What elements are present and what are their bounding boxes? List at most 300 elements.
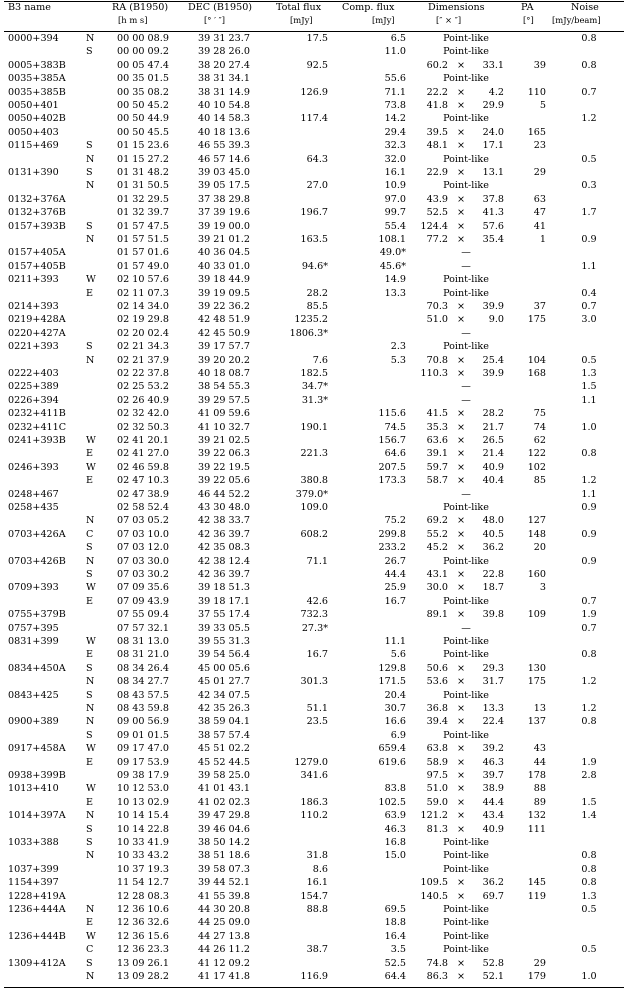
ra-value: 07 57 32.1 [117, 622, 169, 634]
times-sign: × [456, 220, 466, 232]
table-row [4, 112, 624, 125]
times-sign: × [456, 86, 466, 98]
total-flux: 1279.0 [294, 756, 328, 768]
component: N [86, 810, 95, 822]
dimension-major: 124.4 [420, 220, 448, 232]
ra-value: 00 50 44.9 [117, 113, 169, 125]
noise-value: 0.8 [581, 877, 597, 889]
total-flux: 28.2 [306, 287, 328, 299]
dimension-major: 53.6 [426, 676, 448, 688]
source-name: 0226+394 [8, 394, 59, 406]
dimension-note: Point-like [443, 689, 489, 701]
table-row [4, 756, 624, 769]
dimension-major: 58.7 [426, 475, 448, 487]
ra-value: 00 35 08.2 [117, 86, 169, 98]
noise-value: 1.1 [581, 488, 597, 500]
header-dimensions-units: [″ × ″] [436, 15, 462, 25]
position-angle: 44 [533, 756, 546, 768]
times-sign: × [456, 421, 466, 433]
times-sign: × [456, 167, 466, 178]
noise-value: 0.8 [581, 448, 597, 460]
table-row [4, 903, 624, 916]
component-flux: 233.2 [378, 542, 406, 554]
dimension-minor: 21.4 [482, 448, 504, 460]
dec-value: 44 27 13.8 [198, 930, 250, 942]
source-name: 0221+393 [8, 341, 59, 353]
source-name: 0757+395 [8, 622, 59, 634]
ra-value: 01 31 50.5 [117, 180, 169, 192]
noise-value: 0.4 [581, 287, 597, 299]
dimension-minor: 40.9 [482, 461, 504, 473]
dimension-note: Point-like [443, 636, 489, 647]
component-flux: 16.4 [384, 930, 406, 942]
table-row [4, 139, 624, 152]
source-name: 0005+383B [8, 59, 66, 71]
dimension-minor: 28.2 [482, 408, 504, 420]
noise-value: 1.9 [581, 756, 597, 768]
header-total-flux-units: [mJy] [290, 15, 313, 25]
dec-value: 41 09 59.6 [198, 408, 250, 420]
component-flux: 13.3 [384, 287, 406, 299]
dec-value: 42 38 33.7 [198, 515, 250, 527]
source-name: 0703+426A [8, 528, 66, 540]
dimension-minor: 39.9 [482, 368, 504, 379]
table-row [4, 662, 624, 675]
dec-value: 39 54 56.4 [198, 649, 250, 661]
dimension-minor: 24.0 [482, 126, 504, 138]
total-flux: 154.7 [300, 890, 328, 902]
dimension-major: 55.2 [426, 528, 448, 540]
dimension-minor: 26.5 [482, 435, 504, 446]
total-flux: 31.8 [306, 850, 328, 862]
noise-value: 0.8 [581, 863, 597, 875]
dec-value: 39 22 36.2 [198, 301, 250, 312]
ra-value: 09 17 47.0 [117, 743, 169, 755]
dimension-major: 140.5 [420, 890, 448, 902]
dimension-major: 70.3 [426, 301, 448, 312]
table-row [4, 729, 624, 742]
table-row [4, 273, 624, 286]
component: S [86, 542, 93, 554]
times-sign: × [456, 542, 466, 554]
source-name: 0232+411C [8, 421, 67, 433]
total-flux: 341.6 [300, 770, 328, 781]
position-angle: 127 [527, 515, 546, 527]
dec-value: 41 12 09.2 [198, 957, 250, 969]
ra-value: 07 09 43.9 [117, 595, 169, 607]
dec-value: 44 30 20.8 [198, 904, 250, 915]
noise-value: 1.5 [581, 796, 597, 808]
total-flux: 117.4 [300, 113, 328, 125]
position-angle: 179 [527, 971, 546, 982]
position-angle: 20 [533, 542, 546, 554]
component-flux: 6.5 [390, 33, 406, 44]
component: S [86, 167, 93, 178]
position-angle: 175 [527, 314, 546, 326]
dimension-note: Point-like [443, 274, 489, 286]
ra-value: 10 37 19.3 [117, 863, 169, 875]
total-flux: 1806.3* [289, 327, 328, 339]
dimension-minor: 9.0 [488, 314, 504, 326]
dec-value: 39 44 52.1 [198, 877, 250, 889]
total-flux: 16.7 [306, 649, 328, 661]
component: W [86, 743, 96, 755]
position-angle: 165 [527, 126, 546, 138]
dimension-major: 39.5 [426, 126, 448, 138]
times-sign: × [456, 100, 466, 111]
dec-value: 42 35 08.3 [198, 542, 250, 554]
dec-value: 38 31 14.9 [198, 86, 250, 98]
dec-value: 41 10 32.7 [198, 421, 250, 433]
noise-value: 0.7 [581, 86, 597, 98]
total-flux: 42.6 [306, 595, 328, 607]
component: N [86, 153, 95, 165]
dec-value: 42 34 07.5 [198, 689, 250, 701]
table-row [4, 461, 624, 474]
dimension-note: Point-like [443, 555, 489, 567]
times-sign: × [456, 877, 466, 889]
total-flux: 110.2 [300, 810, 328, 822]
source-name: 1236+444A [8, 904, 66, 915]
component: N [86, 904, 95, 915]
dimension-minor: 48.0 [482, 515, 504, 527]
header-comp-flux-units: [mJy] [372, 15, 395, 25]
component-flux: 63.9 [384, 810, 406, 822]
times-sign: × [456, 770, 466, 781]
component-flux: 659.4 [378, 743, 406, 755]
dimension-major: 63.8 [426, 743, 448, 755]
total-flux: 17.5 [306, 33, 328, 44]
dimension-minor: 18.7 [482, 582, 504, 594]
noise-value: 1.3 [581, 368, 597, 379]
ra-value: 13 09 28.2 [117, 971, 169, 982]
dimension-minor: 37.8 [482, 193, 504, 205]
component: S [86, 823, 93, 835]
dimension-minor: 40.5 [482, 528, 504, 540]
position-angle: 47 [533, 207, 546, 219]
dec-value: 42 45 50.9 [198, 327, 250, 339]
ra-value: 01 57 49.0 [117, 260, 169, 272]
dimension-minor: 41.3 [482, 207, 504, 219]
component: S [86, 957, 93, 969]
table-row [4, 99, 624, 112]
source-name: 0115+469 [8, 140, 59, 152]
dimension-note: Point-like [443, 113, 489, 125]
ra-value: 07 03 30.2 [117, 569, 169, 580]
dimension-major: 70.8 [426, 354, 448, 366]
total-flux: 31.3* [301, 394, 328, 406]
ra-value: 01 15 27.2 [117, 153, 169, 165]
dimension-minor: 46.3 [482, 756, 504, 768]
component: S [86, 140, 93, 152]
dimension-major: 51.0 [426, 783, 448, 795]
total-flux: 196.7 [300, 207, 328, 219]
dimension-major: 77.2 [426, 234, 448, 245]
dec-value: 39 46 04.6 [198, 823, 250, 835]
dimension-major: 41.8 [426, 100, 448, 111]
table-row [4, 742, 624, 755]
position-angle: 29 [533, 957, 546, 969]
position-angle: 130 [527, 662, 546, 674]
component-flux: 14.2 [384, 113, 406, 125]
header-dec: DEC (B1950) [188, 2, 253, 13]
component-flux: 16.8 [384, 837, 406, 848]
noise-value: 3.0 [581, 314, 597, 326]
dec-value: 39 20 20.2 [198, 354, 250, 366]
component-flux: 97.0 [384, 193, 406, 205]
times-sign: × [456, 475, 466, 487]
ra-value: 02 22 37.8 [117, 368, 169, 379]
ra-value: 00 00 09.2 [117, 46, 169, 58]
dec-value: 45 01 27.7 [198, 676, 250, 688]
component-flux: 16.7 [384, 595, 406, 607]
ra-value: 07 03 10.0 [117, 528, 169, 540]
dimension-minor: 39.9 [482, 301, 504, 312]
dec-value: 38 57 57.4 [198, 729, 250, 741]
noise-value: 0.9 [581, 528, 597, 540]
table-row [4, 541, 624, 554]
dimension-major: 50.6 [426, 662, 448, 674]
table-row [4, 782, 624, 795]
component-flux: 102.5 [378, 796, 406, 808]
ra-value: 10 14 22.8 [117, 823, 169, 835]
dimension-major: 36.8 [426, 703, 448, 714]
dec-value: 41 02 02.3 [198, 796, 250, 808]
source-name: 0900+389 [8, 716, 59, 728]
total-flux: 7.6 [312, 354, 328, 366]
table-row [4, 72, 624, 85]
ra-value: 12 36 23.3 [117, 944, 169, 956]
position-angle: 5 [539, 100, 546, 111]
dec-value: 39 03 45.0 [198, 167, 250, 178]
total-flux: 379.0* [295, 488, 328, 500]
source-name: 0157+393B [8, 220, 66, 232]
component: W [86, 582, 96, 594]
dec-value: 44 26 11.2 [198, 944, 250, 956]
total-flux: 186.3 [300, 796, 328, 808]
position-angle: 111 [527, 823, 546, 835]
times-sign: × [456, 207, 466, 219]
ra-value: 00 05 47.4 [117, 59, 169, 71]
component-flux: 74.5 [384, 421, 406, 433]
table-row [4, 313, 624, 326]
position-angle: 137 [527, 716, 546, 728]
header-dimensions: Dimensions [428, 2, 485, 13]
dimension-minor: 52.8 [482, 957, 504, 969]
noise-value: 0.5 [581, 944, 597, 956]
table-row [4, 595, 624, 608]
dimension-note: — [461, 247, 471, 259]
dec-value: 39 18 17.1 [198, 595, 250, 607]
ra-value: 12 36 32.6 [117, 917, 169, 929]
position-angle: 85 [533, 475, 546, 487]
source-name: 0050+402B [8, 113, 66, 125]
ra-value: 09 17 53.9 [117, 756, 169, 768]
table-row [4, 635, 624, 648]
table-row [4, 153, 624, 166]
total-flux: 94.6* [301, 260, 328, 272]
dimension-minor: 57.6 [482, 220, 504, 232]
dimension-note: Point-like [443, 729, 489, 741]
component: E [86, 448, 94, 460]
component-flux: 171.5 [378, 676, 406, 688]
dimension-note: Point-like [443, 33, 489, 44]
table-row [4, 206, 624, 219]
table-row [4, 488, 624, 501]
component-flux: 299.8 [378, 528, 406, 540]
ra-value: 07 03 05.2 [117, 515, 169, 527]
component: E [86, 475, 94, 487]
component: W [86, 930, 96, 942]
component-flux: 45.6* [379, 260, 406, 272]
source-name: 0035+385B [8, 86, 66, 98]
source-name: 0131+390 [8, 167, 59, 178]
position-angle: 89 [533, 796, 546, 808]
source-name: 0035+385A [8, 73, 66, 85]
source-name: 0157+405A [8, 247, 66, 259]
ra-value: 01 57 01.6 [117, 247, 169, 259]
ra-value: 01 15 23.6 [117, 140, 169, 152]
dec-value: 38 20 27.4 [198, 59, 250, 71]
ra-value: 02 32 50.3 [117, 421, 169, 433]
noise-value: 0.8 [581, 33, 597, 44]
component: W [86, 461, 96, 473]
dimension-minor: 44.4 [482, 796, 504, 808]
position-angle: 132 [527, 810, 546, 822]
total-flux: 34.7* [301, 381, 328, 393]
dimension-minor: 36.2 [482, 542, 504, 554]
dec-value: 46 44 52.2 [198, 488, 250, 500]
table-row [4, 59, 624, 72]
times-sign: × [456, 408, 466, 420]
ra-value: 07 55 09.4 [117, 609, 169, 621]
source-name: 0132+376B [8, 207, 66, 219]
ra-value: 02 41 27.0 [117, 448, 169, 460]
table-row [4, 166, 624, 179]
total-flux: 88.8 [306, 904, 328, 915]
source-name: 0246+393 [8, 461, 59, 473]
noise-value: 1.2 [581, 113, 597, 125]
noise-value: 2.8 [581, 770, 597, 781]
table-row [4, 970, 624, 983]
table-row [4, 608, 624, 621]
dec-value: 42 35 26.3 [198, 703, 250, 714]
dimension-note: Point-like [443, 595, 489, 607]
position-angle: 122 [527, 448, 546, 460]
ra-value: 10 14 15.4 [117, 810, 169, 822]
header-dec-units: [° ′ ″] [204, 15, 226, 25]
times-sign: × [456, 301, 466, 312]
position-angle: 75 [533, 408, 546, 420]
table-row [4, 434, 624, 447]
source-name: 0050+401 [8, 100, 59, 111]
dec-value: 40 36 04.5 [198, 247, 250, 259]
component-flux: 16.6 [384, 716, 406, 728]
ra-value: 02 14 34.0 [117, 301, 169, 312]
component-flux: 16.1 [384, 167, 406, 178]
component: E [86, 756, 94, 768]
component: W [86, 435, 96, 446]
noise-value: 1.9 [581, 609, 597, 621]
total-flux: 608.2 [300, 528, 328, 540]
times-sign: × [456, 609, 466, 621]
dimension-note: Point-like [443, 73, 489, 85]
noise-value: 0.7 [581, 595, 597, 607]
times-sign: × [456, 810, 466, 822]
total-flux: 182.5 [300, 368, 328, 379]
table-row [4, 220, 624, 233]
noise-value: 0.5 [581, 354, 597, 366]
dimension-note: Point-like [443, 944, 489, 956]
noise-value: 0.8 [581, 850, 597, 862]
ra-value: 07 09 35.6 [117, 582, 169, 594]
dimension-minor: 13.3 [482, 703, 504, 714]
table-row [4, 501, 624, 514]
table-row [4, 193, 624, 206]
times-sign: × [456, 528, 466, 540]
component-flux: 10.9 [384, 180, 406, 192]
component-flux: 5.6 [390, 649, 406, 661]
noise-value: 0.8 [581, 716, 597, 728]
ra-value: 12 28 08.3 [117, 890, 169, 902]
source-name: 0703+426B [8, 555, 66, 567]
source-name: 0232+411B [8, 408, 66, 420]
dimension-minor: 13.1 [482, 167, 504, 178]
noise-value: 1.4 [581, 810, 597, 822]
table-row [4, 380, 624, 393]
noise-value: 1.2 [581, 676, 597, 688]
table-row [4, 367, 624, 380]
component-flux: 64.4 [384, 971, 406, 982]
noise-value: 1.2 [581, 703, 597, 714]
ra-value: 02 20 02.4 [117, 327, 169, 339]
ra-value: 10 12 53.0 [117, 783, 169, 795]
ra-value: 13 09 26.1 [117, 957, 169, 969]
source-name: 0248+467 [8, 488, 59, 500]
ra-value: 02 25 53.2 [117, 381, 169, 393]
dec-value: 43 30 48.0 [198, 502, 250, 513]
table-row [4, 340, 624, 353]
ra-value: 08 34 26.4 [117, 662, 169, 674]
component: N [86, 555, 95, 567]
source-name: 0211+393 [8, 274, 59, 286]
dimension-note: — [461, 622, 471, 634]
ra-value: 07 03 12.0 [117, 542, 169, 554]
table-row [4, 689, 624, 702]
bottom-rule [4, 987, 624, 988]
table-row [4, 246, 624, 259]
dec-value: 42 38 12.4 [198, 555, 250, 567]
table-row [4, 796, 624, 809]
component: W [86, 783, 96, 795]
source-name: 0831+399 [8, 636, 59, 647]
dimension-minor: 25.4 [482, 354, 504, 366]
table-row [4, 354, 624, 367]
component-flux: 71.1 [384, 86, 406, 98]
total-flux: 190.1 [300, 421, 328, 433]
source-name: 0157+405B [8, 260, 66, 272]
table-row [4, 863, 624, 876]
times-sign: × [456, 59, 466, 71]
component-flux: 52.5 [384, 957, 406, 969]
dimension-minor: 40.4 [482, 475, 504, 487]
dec-value: 39 47 29.8 [198, 810, 250, 822]
component-flux: 55.4 [384, 220, 406, 232]
position-angle: 29 [533, 167, 546, 178]
noise-value: 1.3 [581, 890, 597, 902]
dimension-note: Point-like [443, 904, 489, 915]
component: C [86, 944, 94, 956]
